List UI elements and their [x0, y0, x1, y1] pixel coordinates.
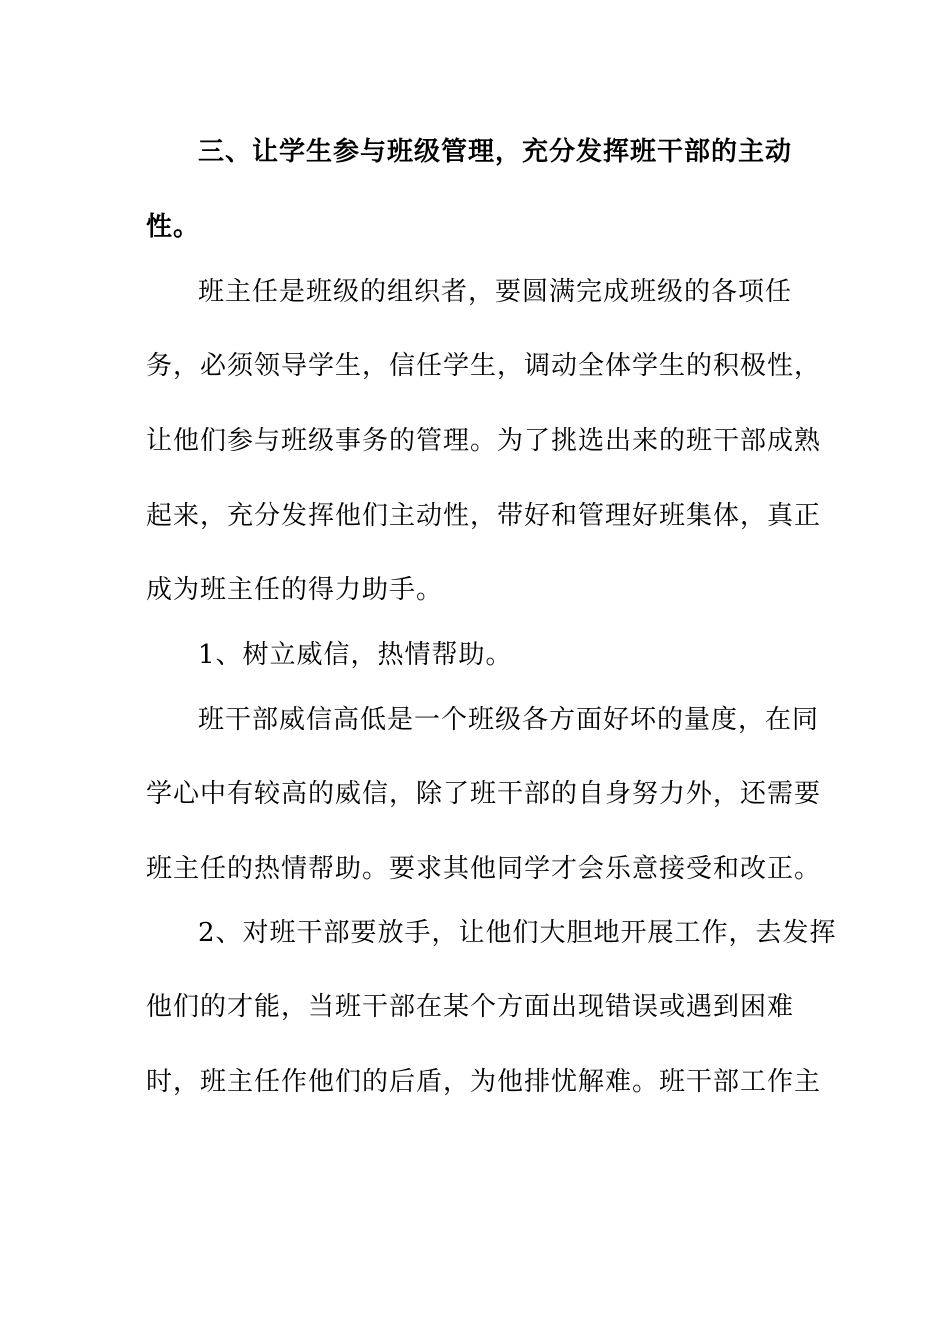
subheading-line: 1、树立威信，热情帮助。: [198, 640, 513, 670]
paragraph-line: 时，班主任作他们的后盾，为他排忧解难。班干部工作主: [146, 1067, 822, 1097]
paragraph-line: 学心中有较高的威信，除了班干部的自身努力外，还需要: [146, 779, 822, 809]
section-heading-line-2: 性。: [146, 212, 201, 242]
paragraph-line: 班干部威信高低是一个班级各方面好坏的量度，在同: [198, 705, 820, 735]
paragraph-line: 班主任的热情帮助。要求其他同学才会乐意接受和改正。: [146, 854, 822, 884]
paragraph-line: 他们的才能，当班干部在某个方面出现错误或遇到困难: [146, 992, 795, 1022]
paragraph-line: 务，必须领导学生，信任学生，调动全体学生的积极性，: [146, 351, 822, 381]
section-heading-line-1: 三、让学生参与班级管理，充分发挥班干部的主动: [198, 137, 793, 167]
paragraph-line: 成为班主任的得力助手。: [146, 575, 444, 605]
paragraph-line: 让他们参与班级事务的管理。为了挑选出来的班干部成熟: [146, 426, 822, 456]
paragraph-line: 2、对班干部要放手，让他们大胆地开展工作，去发挥: [198, 918, 837, 948]
paragraph-line: 班主任是班级的组织者，要圆满完成班级的各项任: [198, 277, 793, 307]
paragraph-line: 起来，充分发挥他们主动性，带好和管理好班集体，真正: [146, 501, 822, 531]
